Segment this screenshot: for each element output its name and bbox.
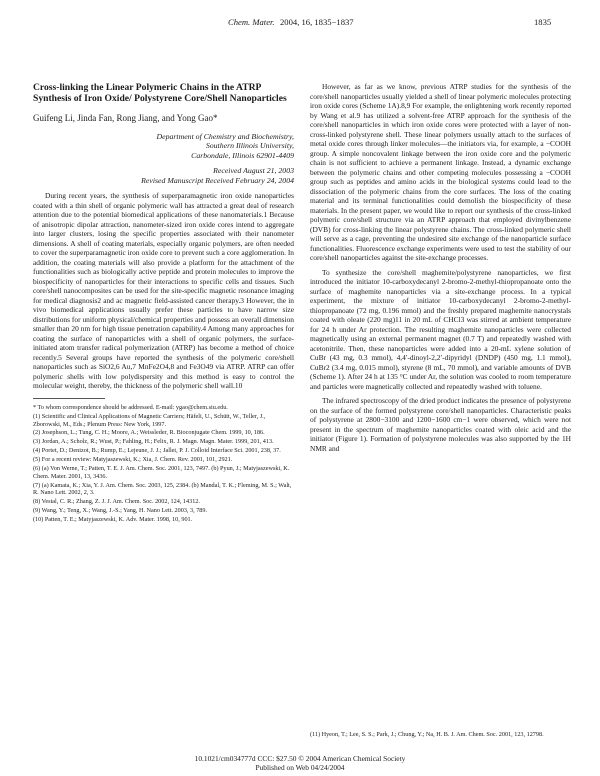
page-footer [0,754,600,772]
footnote: (6) (a) Von Werne, T.; Patten, T. E. J. Am. Chem. Soc. 2001, 123, 7497. (b) Pyun, J.; Matyjaszewski, K. Chem. Mater. 2001, 13, 3436. [33,465,290,480]
footnote: (9) Wang, Y.; Teng, X.; Wang, J.-S.; Yang, H. Nano Lett. 2003, 3, 789. [33,507,208,515]
right-column [310,82,571,453]
footnote: (10) Patten, T. E.; Matyjaszewski, K. Adv. Mater. 1998, 10, 901. [33,515,193,523]
doi-line: 10.1021/cm034777d CCC: $27.50 © 2004 American Chemical Society [194,754,406,763]
footnote: (11) Hyeon, T.; Lee, S. S.; Park, J.; Chung, Y.; Na, H. B. J. Am. Chem. Soc. 2001, 123, 12798. [310,731,544,738]
received-date: Received August 21, 2003 [213,166,294,176]
revised-date: Revised Manuscript Received February 24, 2004 [141,175,294,185]
article-title: Cross-linking the Linear Polymeric Chains in the ATRP Synthesis of Iron Oxide/ Polystyrene Core/Shell Nanoparticles [33,82,287,104]
affiliation-line: Department of Chemistry and Biochemistry, [156,131,294,141]
footnote: (7) (a) Kamata, K.; Xia, Y. J. Am. Chem. Soc. 2003, 125, 2384. (b) Mandal, T. K.; Fleming, M. S.; Walt, R. Nano Lett. 2002, 2, 3. [33,481,292,497]
footnote: (2) Josephson, L.; Tung, C. H.; Moore, A.; Weissleder, R. Bioconjugate Chem. 1999, 10, 186. [33,429,265,437]
footnote: (1) Scientific and Clinical Applications of Magnetic Carriers; Häfeli, U., Schütt, W., Teller, J., Zborowski, M., Eds.; Plenum Press: New York, 1997. [33,412,266,428]
footnote-divider [33,398,105,399]
body-paragraph: However, as far as we know, previous ATRP studies for the synthesis of the core/shell nanoparticles usually yielded a shell of linear polymeric molecules protecting iron oxide cores (Scheme 1A).8,9 For example, the enlightening work recently reported by Wang et al.9 has utilized a solvent-free ATRP approach for the synthesis of the core/shell nanoparticles in which iron oxide cores were protected with a layer of non-cross-linked polystyrene shell. These linear polymers usually attach to the surfaces of metal oxide cores through linker molecules—the initiators via, for example, a −COOH group. A simple noncovalent linkage between the iron oxide core and the polymeric chain is not sufficient to achieve a permanent linkage. Instead, a dynamic exchange between the polymeric chains and other competing molecules possessing a −COOH group such as peptides and amino acids in the biological systems could lead to the dissociation of the polymeric chains from the core surfaces. The loss of the coating material and its terminal functionalities could demolish the biospecificity of these materials. In the present paper, we would like to report our synthesis of the cross-linked polymeric core/shell structure via an ATRP approach that employed divinylbenzene (DVB) for cross-linking the linear polystyrene chains. The cross-linked polymeric shell will serve as a cage, preventing the undesired site exchange of the nanoparticle surface functionalities. Fluorescence exchange experiments were used to test the stability of our core/shell nanoparticles against the site-exchange processes. [310,82,571,262]
publication-date: Published on Web 04/24/2004 [255,763,345,772]
body-paragraph: During recent years, the synthesis of superparamagnetic iron oxide nanoparticles coated with a thin shell of organic polymeric wall has attracted a great deal of research attention due to the potential biomedical applications of these nanomaterials.1 Because of anisotropic dipolar attraction, nanometer-sized iron oxide cores intend to aggregate into larger clusters, losing the specific properties associated with their nanometer dimensions. A shell of coating materials, especially organic polymers, are often needed to cover the superparamagnetic iron oxide core to prevent such a core agglomeration. In addition, the coating materials will also provide a platform for the attachment of the functionalities such as biologically active peptide and protein molecules to improve the biospecificity of nanoparticles for their interactions to specific cells and tissues. Such core/shell nanocomposites can be used for the site-specific magnetic resonance imaging for medical diagnosis2 and ac magnetic field-assisted cancer therapy.3 However, the in vivo biomedical applications usually prefer these particles to have narrow size distributions for uniform physical/chemical properties and possess an overall dimension smaller than 20 nm for high tissue penetration capability.4 Among many approaches for coating the surface of nanoparticles with a shell of organic polymers, the surface-initiated atom transfer radical polymerization (ATRP) has become a method of choice recently.5 Several groups have reported the synthesis of the polymeric core/shell nanoparticles such as SiO2,6 Au,7 MnFe2O4,8 and Fe3O49 via ATRP. ATRP can offer polymeric shells with low polydispersity and this method is easy to control the molecular weight, thereby, the thickness of the polymeric shell wall.10 [33,191,294,391]
page-number: 1835 [534,17,552,27]
running-header [0,17,600,31]
journal-name: Chem. Mater. [228,17,275,27]
body-paragraph: To synthesize the core/shell maghemite/polystyrene nanoparticles, we first introduced the initiator 10-carboxydecanyl 2-bromo-2-methyl-thiopropanoate onto the surface of maghemite nanoparticles via a site-exchange process. In a typical experiment, the mixture of initiator 10-carboxydecanyl 2-bromo-2-methyl-thiopropanoate (72 mg, 0.196 mmol) and the freshly prepared maghemite nanocrystals coated with oleate (220 mg)11 in 20 mL of CHCl3 was stirred at ambient temperature for 24 h under Ar protection. The resulting maghemite nanoparticles were collected magnetically using an external permanent magnet (0.7 T) and repeatedly washed with acetonitrile. Then, these nanoparticles were added into a 20-mL xylene solution of CuBr (43 mg, 0.3 mmol), 4,4′-dinoyl-2,2′-dipyridyl (DNDP) (450 mg, 1.1 mmol), CuBr2 (3.4 mg, 0.015 mmol), styrene (8 mL, 70 mmol), and variable amounts of DVB (Scheme 1). After 24 h at 135 °C under Ar, the solution was cooled to room temperature and particles were magnetically collected and repeatedly washed with toluene. [310,267,571,391]
affiliation [33,132,294,161]
footnote: (5) For a recent review: Matyjaszewski, K.; Xia, J. Chem. Rev. 2001, 101, 2921. [33,456,233,464]
footnotes [33,404,294,524]
left-column [33,82,294,524]
volume-info: 2004, 16, 1835−1837 [280,17,354,27]
body-paragraph: The infrared spectroscopy of the dried product indicates the presence of polystyrene on the surface of the formed polystyrene core/shell nanoparticles. Characteristic peaks of polystyrene at 2800−3100 and 1200−1600 cm−1 were observed, which were not present in the spectrum of maghemite nanoparticles coated with oleic acid and the initiator (Figure 1). Formation of polystyrene molecules was also supported by the 1H NMR and [310,396,571,453]
footnote: * To whom correspondence should be addressed. E-mail: ygao@chem.siu.edu. [33,403,228,411]
affiliation-line: Southern Illinois University, [205,141,294,151]
affiliation-line: Carbondale, Illinois 62901-4409 [191,150,294,160]
author-list: Guifeng Li, Jinda Fan, Rong Jiang, and Yong Gao* [33,113,218,123]
footnote: (8) Vestal, C. R.; Zhang, Z. J. J. Am. Chem. Soc. 2002, 124, 14312. [33,498,200,506]
footnote: (3) Jordan, A.; Scholz, R.; Wust, P.; Fahling, H.; Felix, R. J. Magn. Magn. Mater. 1999, 201, 413. [33,438,274,446]
right-footnotes [310,731,571,739]
footnote: (4) Portet, D.; Denizot, B.; Rump, E.; Lejeune, J. J.; Jallet, P. J. Colloid Interface Sci. 2001, 238, 37. [33,447,281,455]
manuscript-dates [33,166,294,185]
